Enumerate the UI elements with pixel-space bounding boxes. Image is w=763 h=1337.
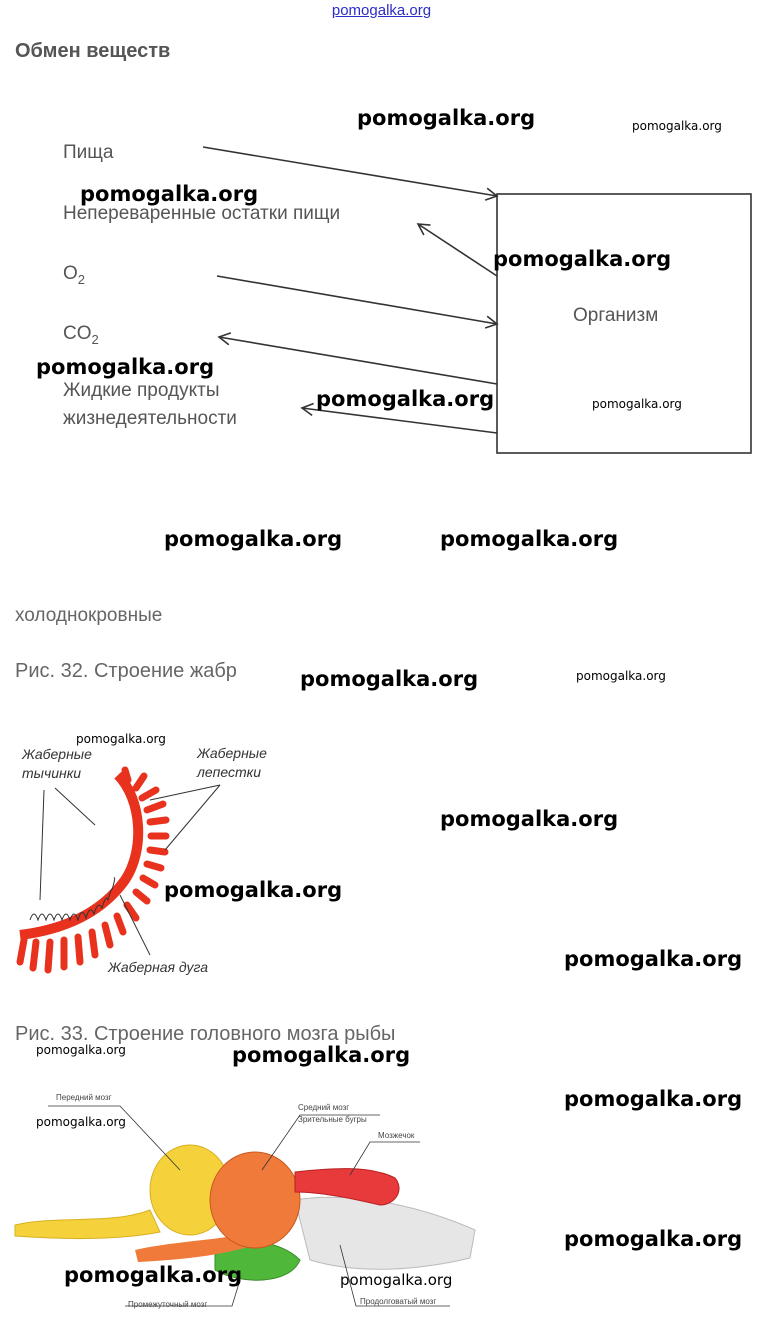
label-cerebellum: Мозжечок xyxy=(378,1131,415,1140)
watermark: pomogalka.org xyxy=(440,807,619,831)
label-stamens-1: Жаберные xyxy=(22,746,92,762)
label-optic: Зрительные бугры xyxy=(298,1115,367,1124)
label-medulla: Продолговатый мозг xyxy=(360,1297,437,1306)
label-petals-1: Жаберные xyxy=(197,745,267,761)
answer-text: холоднокровные xyxy=(15,605,163,626)
label-residue: Непереваренные остатки пищи xyxy=(63,203,341,224)
watermark: pomogalka.org xyxy=(164,878,343,902)
label-petals-2: лепестки xyxy=(197,764,262,780)
organism-label: Организм xyxy=(573,305,659,326)
watermark: pomogalka.org xyxy=(164,527,343,551)
label-liquid-2: жизнедеятельности xyxy=(63,408,237,429)
watermark: pomogalka.org xyxy=(232,1043,411,1067)
label-food: Пища xyxy=(63,142,114,163)
olfactory-tract xyxy=(15,1210,160,1239)
watermark: pomogalka.org xyxy=(64,1263,243,1287)
watermark: pomogalka.org xyxy=(76,732,166,746)
watermark: pomogalka.org xyxy=(564,1227,743,1251)
watermark: pomogalka.org xyxy=(632,119,722,133)
watermark: pomogalka.org xyxy=(36,355,215,379)
label-co2: $CO_2$ xyxy=(63,323,99,347)
site-link[interactable]: pomogalka.org xyxy=(331,2,432,19)
label-o2: $O_2$ xyxy=(63,263,86,287)
watermark: pomogalka.org xyxy=(493,247,672,271)
midbrain-shape xyxy=(210,1152,300,1248)
watermark: pomogalka.org xyxy=(440,527,619,551)
watermark: pomogalka.org xyxy=(80,182,259,206)
label-arch: Жаберная дуга xyxy=(108,959,209,975)
label-stamens-2: тычинки xyxy=(22,765,82,781)
watermark: pomogalka.org xyxy=(36,1115,126,1129)
watermark: pomogalka.org xyxy=(36,1043,126,1057)
watermark: pomogalka.org xyxy=(564,1087,743,1111)
label-forebrain: Передний мозг xyxy=(56,1093,112,1102)
watermark: pomogalka.org xyxy=(564,947,743,971)
watermark: pomogalka.org xyxy=(592,397,682,411)
label-midbrain: Средний мозг xyxy=(298,1103,350,1112)
watermark: pomogalka.org xyxy=(576,669,666,683)
watermark: pomogalka.org xyxy=(316,387,495,411)
watermark: pomogalka.org xyxy=(300,667,479,691)
label-liquid-1: Жидкие продукты xyxy=(63,380,220,401)
medulla-shape xyxy=(295,1197,475,1269)
fig33-caption: Рис. 33. Строение головного мозга рыбы xyxy=(15,1023,396,1045)
label-diencephalon: Промежуточный мозг xyxy=(128,1300,208,1309)
watermark: pomogalka.org xyxy=(357,106,536,130)
watermark: pomogalka.org xyxy=(340,1271,453,1289)
fig32-caption: Рис. 32. Строение жабр xyxy=(15,660,237,682)
section-title: Обмен веществ xyxy=(15,40,171,62)
